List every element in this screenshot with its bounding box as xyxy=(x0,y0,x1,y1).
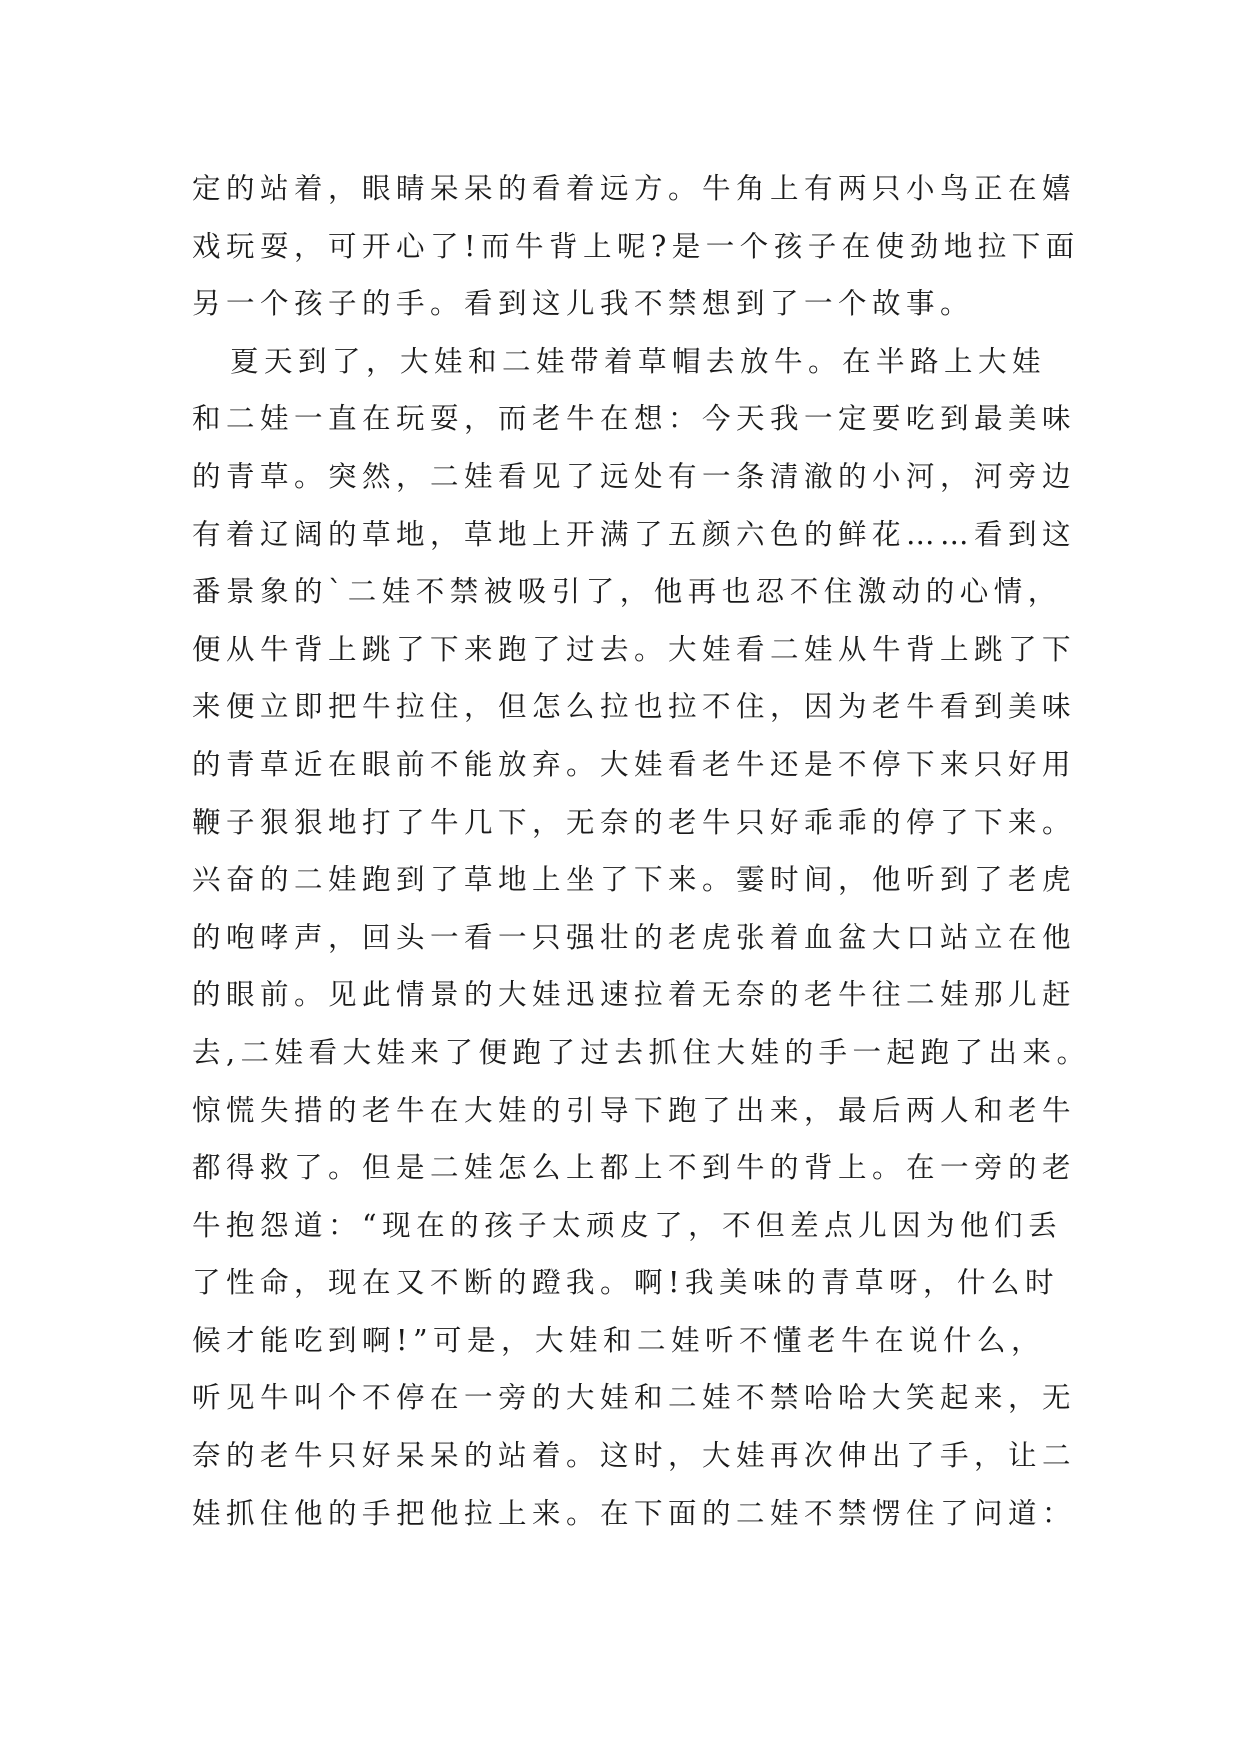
text-line-9: 便从牛背上跳了下来跑了过去。大娃看二娃从牛背上跳了下 xyxy=(192,632,1077,666)
text-line-21: 候才能吃到啊!”可是，大娃和二娃听不懂老牛在说什么， xyxy=(192,1323,1046,1357)
text-line-6: 的青草。突然，二娃看见了远处有一条清澈的小河，河旁边 xyxy=(192,459,1077,493)
text-line-16: 去,二娃看大娃来了便跑了过去抓住大娃的手一起跑了出来。 xyxy=(192,1035,1091,1069)
text-line-13: 兴奋的二娃跑到了草地上坐了下来。霎时间，他听到了老虎 xyxy=(192,863,1077,897)
text-line-7: 有着辽阔的草地，草地上开满了五颜六色的鲜花……看到这 xyxy=(192,517,1077,551)
text-line-17: 惊慌失措的老牛在大娃的引导下跑了出来，最后两人和老牛 xyxy=(192,1093,1077,1127)
text-line-5: 和二娃一直在玩耍，而老牛在想：今天我一定要吃到最美味 xyxy=(192,402,1077,436)
text-line-14: 的咆哮声，回头一看一只强壮的老虎张着血盆大口站立在他 xyxy=(192,920,1077,954)
text-line-12: 鞭子狠狠地打了牛几下，无奈的老牛只好乖乖的停了下来。 xyxy=(192,805,1077,839)
paragraph-start-line: 夏天到了，大娃和二娃带着草帽去放牛。在半路上大娃 xyxy=(230,344,1047,378)
text-line-1: 定的站着，眼睛呆呆的看着远方。牛角上有两只小鸟正在嬉 xyxy=(192,172,1077,205)
text-line-20: 了性命，现在又不断的蹬我。啊!我美味的青草呀，什么时 xyxy=(192,1266,1059,1300)
story-text xyxy=(192,160,1091,1542)
text-line-10: 来便立即把牛拉住，但怎么拉也拉不住，因为老牛看到美味 xyxy=(192,690,1077,724)
text-line-2: 戏玩耍，可开心了!而牛背上呢?是一个孩子在使劲地拉下面 xyxy=(192,229,1080,263)
text-line-3: 另一个孩子的手。看到这儿我不禁想到了一个故事。 xyxy=(192,287,975,321)
text-line-18: 都得救了。但是二娃怎么上都上不到牛的背上。在一旁的老 xyxy=(192,1151,1077,1185)
text-line-8: 番景象的`二娃不禁被吸引了，他再也忍不住激动的心情， xyxy=(192,575,1062,609)
text-line-24: 娃抓住他的手把他拉上来。在下面的二娃不禁愣住了问道： xyxy=(192,1496,1077,1530)
text-line-11: 的青草近在眼前不能放弃。大娃看老牛还是不停下来只好用 xyxy=(192,747,1077,781)
text-line-23: 奈的老牛只好呆呆的站着。这时，大娃再次伸出了手，让二 xyxy=(192,1439,1077,1473)
text-line-22: 听见牛叫个不停在一旁的大娃和二娃不禁哈哈大笑起来，无 xyxy=(192,1381,1077,1415)
text-line-15: 的眼前。见此情景的大娃迅速拉着无奈的老牛往二娃那儿赶 xyxy=(192,978,1077,1012)
text-line-19: 牛抱怨道：“现在的孩子太顽皮了，不但差点儿因为他们丢 xyxy=(192,1208,1063,1242)
